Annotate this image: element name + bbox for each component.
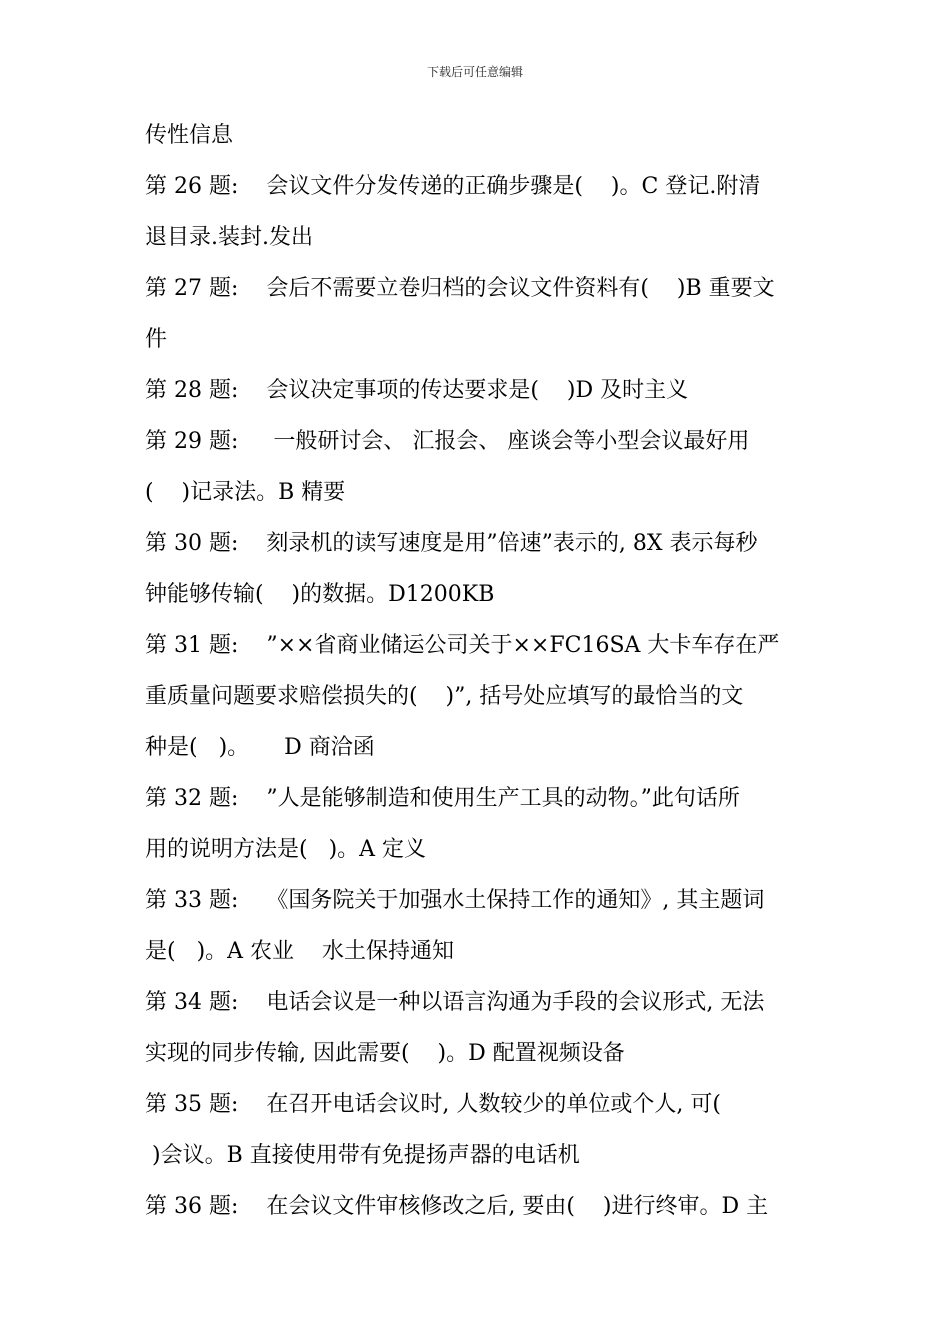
question-30-line-1: 第 30 题: 刻录机的读写速度是用”倍速”表示的, 8X 表示每秒 bbox=[145, 531, 758, 556]
question-27-line-1: 第 27 题: 会后不需要立卷归档的会议文件资料有( )B 重要文 bbox=[145, 276, 775, 301]
question-30-line-2: 钟能够传输( )的数据。D1200KB bbox=[145, 582, 495, 607]
question-31-line-2: 重质量问题要求赔偿损失的( )”, 括号处应填写的最恰当的文 bbox=[145, 684, 744, 709]
question-34-line-2: 实现的同步传输, 因此需要( )。D 配置视频设备 bbox=[145, 1041, 625, 1066]
question-32-line-1: 第 32 题: ”人是能够制造和使用生产工具的动物。”此句话所 bbox=[145, 786, 740, 811]
question-33-line-1: 第 33 题: 《国务院关于加强水土保持工作的通知》, 其主题词 bbox=[145, 888, 765, 913]
question-31-line-3: 种是( )。 D 商洽函 bbox=[145, 735, 375, 760]
question-32-line-2: 用的说明方法是( )。A 定义 bbox=[145, 837, 427, 862]
question-28-line-1: 第 28 题: 会议决定事项的传达要求是( )D 及时主义 bbox=[145, 378, 689, 403]
text-line: 传性信息 bbox=[145, 123, 234, 148]
document-body bbox=[145, 110, 810, 1232]
question-36-line-1: 第 36 题: 在会议文件审核修改之后, 要由( )进行终审。D 主 bbox=[145, 1194, 769, 1219]
question-26-line-2: 退目录.装封.发出 bbox=[145, 225, 313, 250]
page-header: 下载后可任意编辑 bbox=[426, 65, 523, 79]
question-35-line-2: )会议。B 直接使用带有免提扬声器的电话机 bbox=[145, 1143, 580, 1168]
question-35-line-1: 第 35 题: 在召开电话会议时, 人数较少的单位或个人, 可( bbox=[145, 1092, 721, 1117]
question-29-line-1: 第 29 题: 一般研讨会、 汇报会、 座谈会等小型会议最好用 bbox=[145, 429, 750, 454]
question-34-line-1: 第 34 题: 电话会议是一种以语言沟通为手段的会议形式, 无法 bbox=[145, 990, 765, 1015]
question-31-line-1: 第 31 题: ”××省商业储运公司关于××FC16SA 大卡车存在严 bbox=[145, 633, 780, 658]
question-26-line-1: 第 26 题: 会议文件分发传递的正确步骤是( )。C 登记.附清 bbox=[145, 174, 761, 199]
question-27-line-2: 件 bbox=[145, 327, 168, 352]
question-33-line-2: 是( )。A 农业 水土保持通知 bbox=[145, 939, 454, 964]
question-29-line-2: ( )记录法。B 精要 bbox=[145, 480, 346, 505]
